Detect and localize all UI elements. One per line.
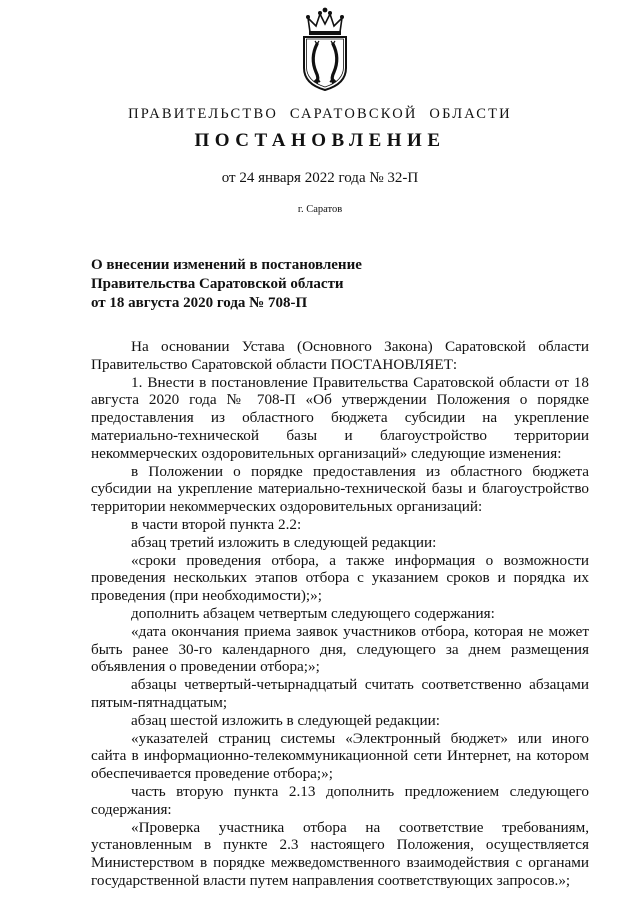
coat-of-arms-icon — [296, 6, 354, 92]
subject-line: О внесении изменений в постановление — [91, 257, 362, 273]
body-paragraph: «сроки проведения отбора, а также информация о возможности проведения нескольких этапов отбора с указанием сроков и порядка их проведения (при необходимости);»; — [91, 551, 589, 605]
document-city: г. Саратов — [297, 204, 343, 215]
body-paragraph: 1. Внести в постановление Правительства Саратовской области от 18 августа 2020 года № 708-П «Об утверждении Положения о порядке предоставления из областного бюджета субсидии на укрепление материально-технической базы и благоустройство территории некоммерческих оздоровительных организаций» следующие изменения: — [91, 373, 589, 462]
body-paragraph: в Положении о порядке предоставления из областного бюджета субсидии на укрепление материально-технической базы и благоустройство территории некоммерческих оздоровительных организаций: — [91, 462, 589, 516]
body-paragraph: дополнить абзацем четвертым следующего содержания: — [131, 604, 495, 622]
document-subject — [91, 256, 421, 313]
document-body — [91, 338, 589, 890]
body-paragraph: абзац шестой изложить в следующей редакции: — [131, 711, 440, 729]
body-paragraph: «Проверка участника отбора на соответствие требованиям, установленным в пункте 2.3 настоящего Положения, осуществляется Министерством в порядке межведомственного взаимодействия с органами государственной власти путем направления соответствующих запросов.»; — [91, 818, 589, 889]
document-date-number: от 24 января 2022 года № 32-П — [221, 170, 419, 186]
body-paragraph: в части второй пункта 2.2: — [131, 515, 302, 533]
body-paragraph: часть вторую пункта 2.13 дополнить предложением следующего содержания: — [91, 782, 589, 818]
government-title: ПРАВИТЕЛЬСТВО САРАТОВСКОЙ ОБЛАСТИ — [128, 106, 512, 122]
subject-line: от 18 августа 2020 года № 708-П — [91, 295, 308, 311]
body-paragraph: абзац третий изложить в следующей редакции: — [131, 533, 437, 551]
subject-line: Правительства Саратовской области — [91, 276, 344, 292]
body-paragraph: «дата окончания приема заявок участников отбора, которая не может быть ранее 30-го календарного дня, следующего за днем размещения объявления о проведении отбора;»; — [91, 622, 589, 676]
body-paragraph: «указателей страниц системы «Электронный бюджет» или иного сайта в информационно-телекоммуникационной сети Интернет, на котором обеспечивается проведение отбора;»; — [91, 729, 589, 783]
body-paragraph: На основании Устава (Основного Закона) Саратовской области Правительство Саратовской области ПОСТАНОВЛЯЕТ: — [91, 338, 589, 373]
body-paragraph: абзацы четвертый-четырнадцатый считать соответственно абзацами пятым-пятнадцатым; — [91, 676, 589, 711]
document-type-title: ПОСТАНОВЛЕНИЕ — [194, 130, 446, 151]
